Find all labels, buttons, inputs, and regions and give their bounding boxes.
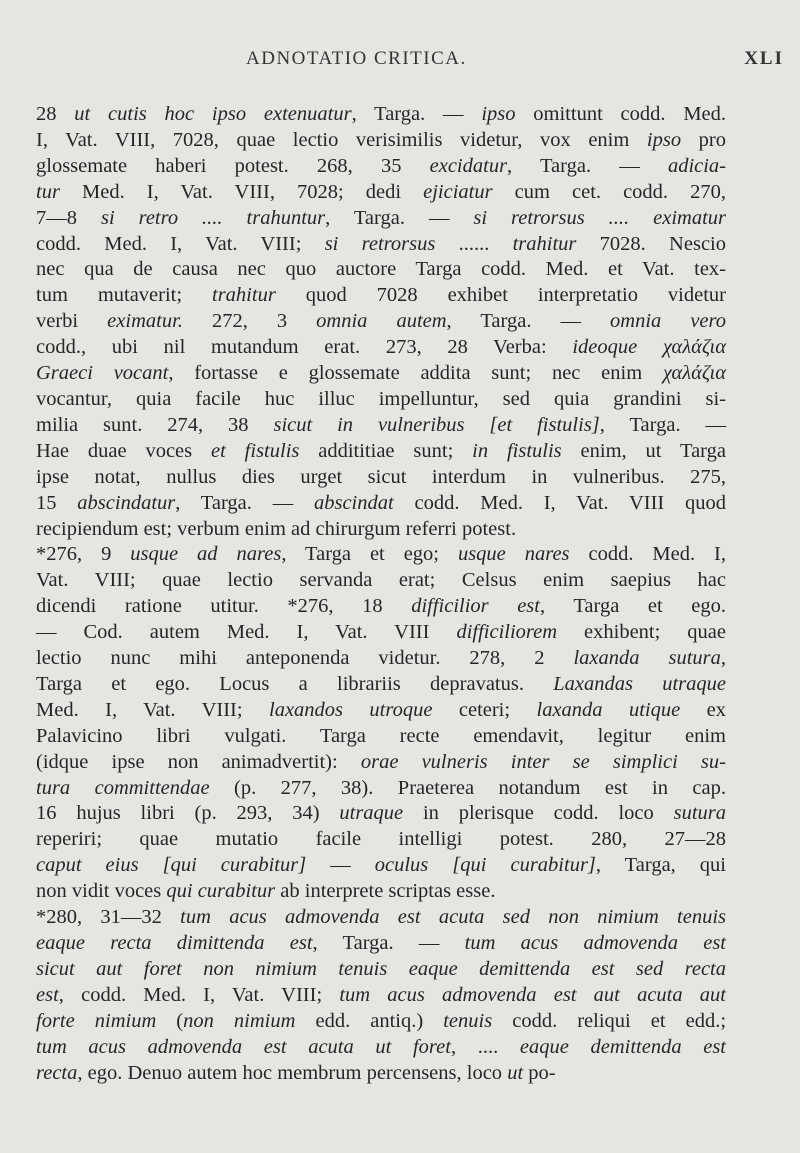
text-segment: codd. Med. I, xyxy=(569,543,727,566)
text-line xyxy=(36,1035,726,1061)
text-line xyxy=(36,232,726,258)
italic-segment: tum acus admovenda est acuta ut foret xyxy=(36,1035,451,1058)
text-segment: 272, 3 xyxy=(182,310,317,333)
italic-segment: excidatur xyxy=(429,154,508,177)
text-segment: pro xyxy=(681,128,726,151)
italic-segment: sicut in vulneribus [et fistulis] xyxy=(273,413,600,436)
text-segment: , Targa. — xyxy=(325,206,474,229)
text-line xyxy=(36,465,726,491)
text-segment: recipiendum est; verbum enim ad chirurgum referri potest. xyxy=(36,517,517,540)
italic-segment: si retrorsus xyxy=(324,232,436,255)
text-line xyxy=(36,724,726,750)
text-line xyxy=(36,750,726,776)
italic-segment: caput eius [qui curabitur] xyxy=(36,854,307,877)
text-segment: , Targa et ego; xyxy=(281,543,458,566)
text-segment: ipse notat, nullus dies urget sicut interdum in vulneribus. 275, xyxy=(36,465,726,488)
text-segment: tum mutaverit; xyxy=(36,284,212,307)
text-segment: , fortasse e glossemate addita sunt; nec enim xyxy=(168,362,663,385)
text-line xyxy=(36,1009,726,1035)
italic-segment: ut cutis hoc ipso extenuatur xyxy=(74,103,352,125)
italic-segment: eximatur. xyxy=(107,310,183,333)
italic-segment: si retrorsus .... eximatur xyxy=(473,206,727,229)
italic-segment: ipso xyxy=(646,128,682,151)
italic-segment: orae vulneris inter se simplici su- xyxy=(360,750,726,773)
text-segment: , .... xyxy=(450,1035,520,1058)
italic-segment: tum acus admovenda est aut acuta aut xyxy=(339,983,726,1006)
text-line xyxy=(36,646,726,672)
text-segment: quod 7028 exhibet interpretatio videtur xyxy=(275,284,726,307)
page-number: XLI xyxy=(744,48,784,69)
text-segment: , Targa. — xyxy=(599,413,726,436)
italic-segment: usque ad nares xyxy=(130,543,282,566)
text-segment: non vidit voces xyxy=(36,880,167,903)
text-segment: exhibent; quae xyxy=(557,621,727,644)
text-segment: 16 hujus libri (p. 293, 34) xyxy=(36,802,340,825)
text-segment: ...... xyxy=(435,232,513,255)
italic-segment: oculus [qui curabitur] xyxy=(374,854,596,877)
text-line xyxy=(36,542,726,568)
text-segment: milia sunt. 274, 38 xyxy=(36,413,274,436)
italic-segment: omnia autem xyxy=(316,310,447,333)
italic-segment: in fistulis xyxy=(472,439,562,462)
italic-segment: laxandos utroque xyxy=(269,698,433,721)
italic-segment: tum acus admovenda est xyxy=(464,932,726,954)
text-segment: Hae duae voces xyxy=(36,439,212,462)
italic-segment: et fistulis xyxy=(211,439,300,462)
text-segment: codd. reliqui et edd.; xyxy=(492,1009,727,1032)
text-line xyxy=(36,335,726,361)
text-segment: omittunt codd. Med. xyxy=(515,103,727,125)
text-segment: , Targa. — xyxy=(351,103,482,125)
text-segment: dicendi ratione utitur. *276, 18 xyxy=(36,595,412,618)
italic-segment: est xyxy=(36,983,59,1006)
text-line xyxy=(36,983,726,1009)
text-line xyxy=(36,672,726,698)
text-segment: codd. Med. I, Vat. VIII quod xyxy=(393,491,727,514)
text-segment: — Cod. autem Med. I, Vat. VIII xyxy=(36,621,457,644)
text-line xyxy=(36,905,726,931)
text-segment: *276, 9 xyxy=(36,543,131,566)
text-line xyxy=(36,180,726,206)
text-segment: Palavicino libri vulgati. Targa recte emendavit, legitur enim xyxy=(36,724,726,747)
text-segment: codd., ubi nil mutandum erat. 273, 28 Verba: xyxy=(36,336,573,359)
text-segment: ceteri; xyxy=(432,698,537,721)
italic-segment: laxanda utique xyxy=(536,698,681,721)
text-line xyxy=(36,491,726,517)
italic-segment: eaque demittenda est xyxy=(519,1035,726,1058)
italic-segment: ejiciatur xyxy=(423,180,493,203)
text-line xyxy=(36,517,726,543)
text-line xyxy=(36,1061,726,1087)
italic-segment: non nimium xyxy=(183,1009,296,1032)
text-line xyxy=(36,776,726,802)
text-segment: — xyxy=(306,854,375,877)
text-segment: enim, ut Targa xyxy=(561,439,726,462)
text-segment: , xyxy=(720,647,726,670)
italic-segment: qui curabitur xyxy=(166,880,276,903)
text-line xyxy=(36,931,726,957)
critical-notes-text xyxy=(36,102,726,1086)
text-segment: reperiri; quae mutatio facile intelligi potest. 280, 27—28 xyxy=(36,828,726,851)
header-title: ADNOTATIO CRITICA. xyxy=(246,48,467,69)
text-line xyxy=(36,853,726,879)
italic-segment: ideoque χαλάζια xyxy=(572,336,726,359)
text-segment: lectio nunc mihi anteponenda videtur. 278, 2 xyxy=(36,647,574,670)
text-segment: Targa et ego. Locus a librariis depravatus. xyxy=(36,672,554,695)
text-segment: ex xyxy=(680,698,726,721)
text-segment: glossemate haberi potest. 268, 35 xyxy=(36,154,430,177)
text-line xyxy=(36,698,726,724)
italic-segment: trahitur xyxy=(212,284,276,307)
text-line xyxy=(36,568,726,594)
italic-segment: laxanda sutura xyxy=(573,647,721,670)
text-segment: vocantur, quia facile huc illuc impelluntur, sed quia grandini si- xyxy=(36,387,726,410)
text-line xyxy=(36,154,726,180)
italic-segment: sutura xyxy=(673,802,726,825)
italic-segment: tura committendae xyxy=(36,776,210,799)
italic-segment: abscindatur xyxy=(77,491,176,514)
italic-segment: forte nimium xyxy=(36,1009,157,1032)
text-segment: , Targa et ego. xyxy=(539,595,726,618)
text-segment: 15 xyxy=(36,491,78,514)
italic-segment: Graeci vocant xyxy=(36,362,169,385)
text-segment: , Targa. — xyxy=(507,154,668,177)
text-segment: (idque ipse non animadvertit): xyxy=(36,750,361,773)
text-line xyxy=(36,283,726,309)
italic-segment: omnia vero xyxy=(610,310,727,333)
text-segment: codd. Med. I, Vat. VIII; xyxy=(36,232,325,255)
italic-segment: si retro .... trahuntur xyxy=(100,206,326,229)
italic-segment: usque nares xyxy=(457,543,570,566)
text-line xyxy=(36,387,726,413)
italic-segment: χαλάζια xyxy=(662,362,726,385)
text-segment: addititiae sunt; xyxy=(299,439,473,462)
italic-segment: tum acus admovenda est acuta sed non nimium tenuis xyxy=(180,906,726,929)
text-line xyxy=(36,257,726,283)
text-segment: verbi xyxy=(36,310,108,333)
text-line xyxy=(36,413,726,439)
text-segment: Med. I, Vat. VIII, 7028; dedi xyxy=(59,180,424,203)
text-line xyxy=(36,827,726,853)
text-segment: Vat. VIII; quae lectio servanda erat; Celsus enim saepius hac xyxy=(36,569,726,592)
text-segment: , Targa. — xyxy=(446,310,611,333)
text-segment: cum cet. codd. 270, xyxy=(492,180,726,203)
text-segment: ab interprete scriptas esse. xyxy=(275,880,496,903)
text-segment: in plerisque codd. loco xyxy=(403,802,674,825)
text-line xyxy=(36,801,726,827)
italic-segment: tenuis xyxy=(443,1009,493,1032)
text-segment: po- xyxy=(523,1061,556,1084)
text-line xyxy=(36,128,726,154)
text-segment: *280, 31—32 xyxy=(36,906,181,929)
italic-segment: utraque xyxy=(339,802,404,825)
italic-segment: Laxandas utraque xyxy=(553,672,726,695)
text-line xyxy=(36,620,726,646)
text-line xyxy=(36,206,726,232)
text-line xyxy=(36,309,726,335)
text-line xyxy=(36,957,726,983)
italic-segment: difficiliorem xyxy=(456,621,558,644)
italic-segment: ipso xyxy=(481,103,516,125)
text-line xyxy=(36,594,726,620)
text-line xyxy=(36,102,726,128)
italic-segment: tur xyxy=(36,180,60,203)
text-segment: 7—8 xyxy=(36,206,101,229)
italic-segment: difficilior est xyxy=(411,595,540,618)
text-segment: , codd. Med. I, Vat. VIII; xyxy=(58,983,340,1006)
text-line xyxy=(36,439,726,465)
text-segment: (p. 277, 38). Praeterea notandum est in cap. xyxy=(209,776,726,799)
italic-segment: sicut aut foret non nimium tenuis eaque demittenda est sed recta xyxy=(36,957,726,980)
text-segment: Med. I, Vat. VIII; xyxy=(36,698,269,721)
text-segment: , ego. Denuo autem hoc membrum percensens, loco xyxy=(77,1061,508,1084)
italic-segment: recta xyxy=(36,1061,78,1084)
italic-segment: trahitur xyxy=(512,232,577,255)
italic-segment: abscindat xyxy=(313,491,394,514)
text-line xyxy=(36,361,726,387)
text-segment: , Targa, qui xyxy=(595,854,727,877)
text-segment: 7028. Nescio xyxy=(576,232,726,255)
italic-segment: ut xyxy=(507,1061,524,1084)
text-segment: I, Vat. VIII, 7028, quae lectio verisimilis videtur, vox enim xyxy=(36,128,647,151)
italic-segment: eaque recta dimittenda est xyxy=(36,932,313,954)
text-segment: , Targa. — xyxy=(175,491,314,514)
text-segment: nec qua de causa nec quo auctore Targa codd. Med. et Vat. tex- xyxy=(36,258,726,281)
text-segment: , Targa. — xyxy=(312,932,465,954)
text-segment: ( xyxy=(156,1009,184,1032)
text-line xyxy=(36,879,726,905)
text-segment: 28 xyxy=(36,103,75,125)
text-segment: edd. antiq.) xyxy=(295,1009,444,1032)
italic-segment: adicia- xyxy=(667,154,727,177)
